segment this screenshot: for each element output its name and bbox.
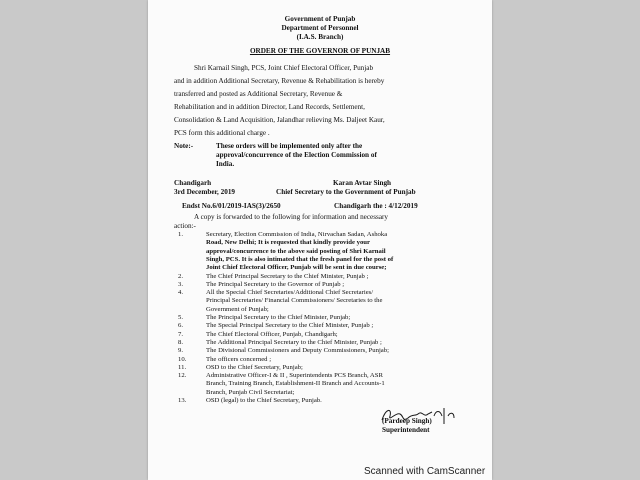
recipient-line: The Special Principal Secretary to the Chief Minister, Punjab ; — [206, 322, 374, 330]
header-branch: (I.A.S. Branch) — [296, 33, 344, 41]
recipient-line: The officers concerned ; — [206, 355, 272, 363]
recipient-line: Government of Punjab; — [206, 305, 269, 313]
recipient-line: The Chief Electoral Officer, Punjab, Chandigarh; — [206, 330, 338, 338]
recipient-number: 2. — [178, 272, 184, 280]
note-line-1: These orders will be implemented only after the — [216, 142, 363, 150]
recipient-line: Principal Secretaries/ Financial Commissioners/ Secretaries to the — [206, 297, 383, 305]
recipient-number: 5. — [178, 314, 184, 321]
recipient-line: Joint Chief Electoral Officer, Punjab will be sent in due course; — [206, 264, 387, 272]
recipient-line: Road, New Delhi; It is requested that kindly provide your — [206, 239, 370, 247]
recipient-number: 1. — [178, 231, 184, 238]
recipient-number: 13. — [178, 397, 187, 404]
endorsement-date: Chandigarh the : 4/12/2019 — [334, 202, 418, 210]
recipient-line: Administrative Officer-I & II , Superintendents PCS Branch, ASR — [206, 372, 383, 380]
order-body-line: Consolidation & Land Acquisition, Jalandhar relieving Ms. Daljeet Kaur, — [174, 116, 385, 124]
order-body-line: and in addition Additional Secretary, Revenue & Rehabilitation is hereby — [174, 77, 385, 85]
recipient-number: 11. — [178, 363, 187, 371]
recipient-line: The Principal Secretary to the Governor of Punjab ; — [206, 280, 345, 288]
order-body-line: PCS form this additional charge . — [174, 129, 270, 137]
recipient-number: 12. — [178, 372, 187, 380]
copy-intro-line-2: action:- — [174, 222, 196, 230]
note-label: Note:- — [174, 142, 194, 150]
recipient-line: The Divisional Commissioners and Deputy Commissioners, Punjab; — [206, 347, 389, 355]
endorsement-number: Endst No.6/01/2019-IAS(3)/2650 — [182, 202, 281, 210]
place: Chandigarh — [174, 179, 212, 187]
signoff-title: Superintendent — [382, 426, 430, 434]
header-department: Department of Personnel — [281, 24, 359, 32]
recipient-number: 9. — [178, 347, 184, 355]
recipient-line: approval/concurrence to the above said posting of Shri Karnail — [206, 247, 386, 255]
recipient-line: Secretary, Election Commission of India, Nirvachan Sadan, Ashoka — [206, 231, 388, 238]
note-line-2: approval/concurrence of the Election Commission of — [216, 151, 377, 159]
order-body-line: Shri Karnail Singh, PCS, Joint Chief Electoral Officer, Punjab — [194, 64, 374, 72]
document-page — [148, 0, 492, 480]
signoff-name: (Pardeep Singh) — [382, 417, 432, 425]
recipient-line: OSD (legal) to the Chief Secretary, Punjab. — [206, 397, 322, 404]
recipient-line: All the Special Chief Secretaries/Additional Chief Secretaries/ — [206, 289, 374, 297]
recipient-line: Branch, Training Branch, Establishment-II Branch and Accounts-1 — [206, 380, 385, 388]
note-line-3: India. — [216, 160, 235, 168]
signatory-name: Karan Avtar Singh — [333, 179, 392, 187]
recipient-number: 3. — [178, 280, 184, 288]
recipient-number: 8. — [178, 338, 184, 346]
order-body-line: Rehabilitation and in addition Director, Land Records, Settlement, — [174, 103, 365, 111]
order-title: ORDER OF THE GOVERNOR OF PUNJAB — [249, 47, 391, 55]
recipient-number: 4. — [178, 289, 184, 297]
signatory-title: Chief Secretary to the Government of Punjab — [276, 188, 416, 196]
recipient-line: The Principal Secretary to the Chief Minister, Punjab; — [206, 314, 351, 321]
issue-date: 3rd December, 2019 — [174, 188, 236, 196]
scanner-watermark: Scanned with CamScanner — [364, 466, 486, 477]
recipient-line: Branch, Punjab Civil Secretariat; — [206, 388, 295, 396]
recipient-number: 6. — [178, 322, 184, 330]
copy-intro-line-1: A copy is forwarded to the following for information and necessary — [194, 213, 389, 221]
recipient-line: Singh, PCS. It is also intimated that the fresh panel for the post of — [206, 255, 394, 263]
recipient-number: 10. — [178, 355, 187, 363]
header-government: Government of Punjab — [284, 15, 356, 23]
order-body-line: transferred and posted as Additional Secretary, Revenue & — [174, 90, 343, 98]
recipient-line: The Chief Principal Secretary to the Chief Minister, Punjab ; — [206, 272, 369, 280]
recipient-line: OSD to the Chief Secretary, Punjab; — [206, 363, 303, 371]
recipient-line: The Additional Principal Secretary to the Chief Minister, Punjab ; — [206, 338, 382, 346]
recipient-number: 7. — [178, 330, 184, 338]
